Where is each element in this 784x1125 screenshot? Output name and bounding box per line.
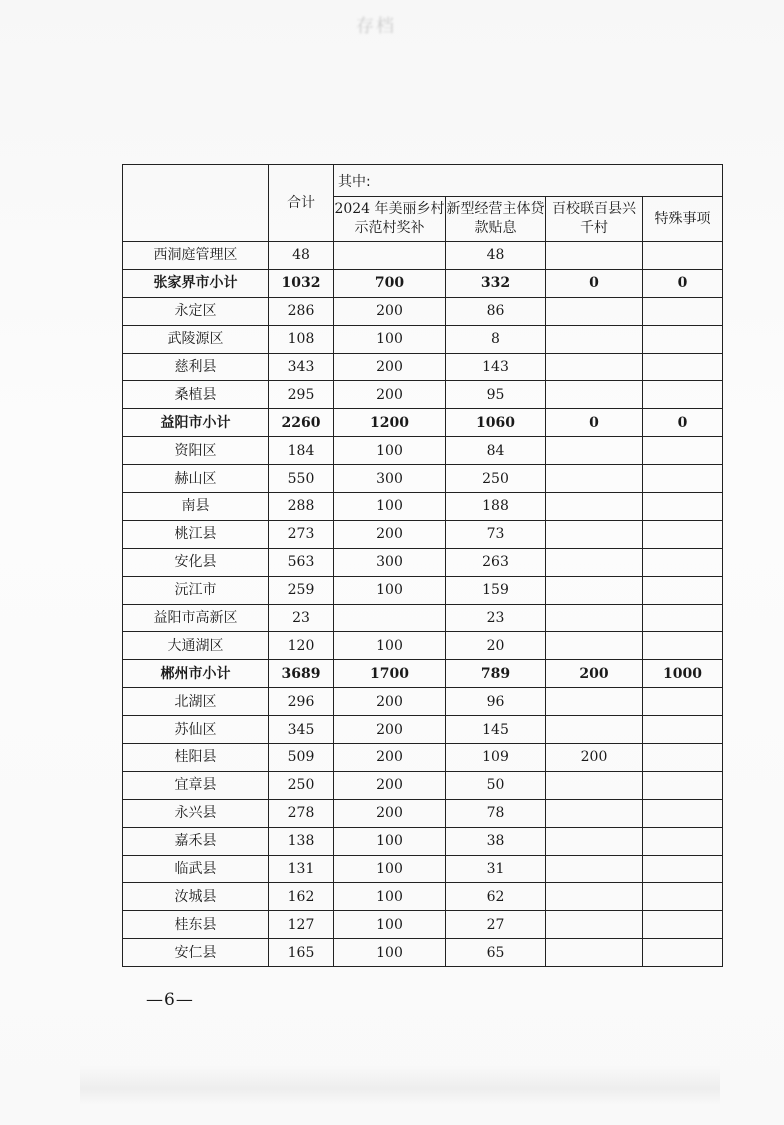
special-items-cell [643, 688, 723, 716]
table-row [123, 576, 723, 604]
total-cell: 108 [269, 325, 334, 353]
region-name-cell: 临武县 [123, 855, 269, 883]
special-items-cell [643, 604, 723, 632]
table-row [123, 465, 723, 493]
region-name-cell: 资阳区 [123, 437, 269, 465]
total-cell: 563 [269, 548, 334, 576]
loan-subsidy-cell: 78 [446, 799, 546, 827]
special-items-cell [643, 827, 723, 855]
total-cell: 1032 [269, 269, 334, 297]
total-cell: 288 [269, 493, 334, 521]
school-county-cell [546, 576, 643, 604]
special-items-cell [643, 493, 723, 521]
header-special-items: 特殊事项 [643, 197, 723, 242]
table-row [123, 883, 723, 911]
region-name-cell: 宜章县 [123, 771, 269, 799]
total-cell: 550 [269, 465, 334, 493]
table-row [123, 548, 723, 576]
school-county-cell [546, 632, 643, 660]
region-name-cell: 桃江县 [123, 520, 269, 548]
region-name-cell: 苏仙区 [123, 716, 269, 744]
total-cell: 296 [269, 688, 334, 716]
village-award-cell: 100 [334, 827, 446, 855]
special-items-cell [643, 548, 723, 576]
region-name-cell: 大通湖区 [123, 632, 269, 660]
table-row [123, 493, 723, 521]
region-name-cell: 西洞庭管理区 [123, 242, 269, 270]
region-name-cell: 武陵源区 [123, 325, 269, 353]
village-award-cell [334, 604, 446, 632]
special-items-cell [643, 744, 723, 772]
loan-subsidy-cell: 31 [446, 855, 546, 883]
loan-subsidy-cell: 263 [446, 548, 546, 576]
special-items-cell [643, 771, 723, 799]
village-award-cell: 100 [334, 632, 446, 660]
loan-subsidy-cell: 109 [446, 744, 546, 772]
loan-subsidy-cell: 73 [446, 520, 546, 548]
region-name-cell: 慈利县 [123, 353, 269, 381]
loan-subsidy-cell: 48 [446, 242, 546, 270]
special-items-cell [643, 911, 723, 939]
table-row [123, 297, 723, 325]
special-items-cell [643, 465, 723, 493]
total-cell: 127 [269, 911, 334, 939]
village-award-cell: 200 [334, 771, 446, 799]
school-county-cell [546, 353, 643, 381]
subtotal-row [123, 409, 723, 437]
village-award-cell: 300 [334, 465, 446, 493]
header-loan-subsidy: 新型经营主体贷款贴息 [446, 197, 546, 242]
region-name-cell: 益阳市小计 [123, 409, 269, 437]
region-name-cell: 南县 [123, 493, 269, 521]
subtotal-row [123, 269, 723, 297]
header-school-county: 百校联百县兴千村 [546, 197, 643, 242]
special-items-cell [643, 799, 723, 827]
scan-smudge [80, 1065, 720, 1105]
special-items-cell [643, 381, 723, 409]
total-cell: 295 [269, 381, 334, 409]
school-county-cell: 200 [546, 660, 643, 688]
loan-subsidy-cell: 1060 [446, 409, 546, 437]
total-cell: 343 [269, 353, 334, 381]
loan-subsidy-cell: 188 [446, 493, 546, 521]
table-row [123, 520, 723, 548]
region-name-cell: 郴州市小计 [123, 660, 269, 688]
table-row [123, 325, 723, 353]
table-row [123, 632, 723, 660]
loan-subsidy-cell: 95 [446, 381, 546, 409]
loan-subsidy-cell: 84 [446, 437, 546, 465]
village-award-cell: 200 [334, 799, 446, 827]
total-cell: 23 [269, 604, 334, 632]
school-county-cell [546, 939, 643, 967]
total-cell: 3689 [269, 660, 334, 688]
header-region-blank [123, 165, 269, 242]
village-award-cell: 100 [334, 437, 446, 465]
village-award-cell: 1200 [334, 409, 446, 437]
special-items-cell [643, 883, 723, 911]
village-award-cell: 700 [334, 269, 446, 297]
special-items-cell [643, 632, 723, 660]
special-items-cell [643, 242, 723, 270]
village-award-cell: 100 [334, 576, 446, 604]
special-items-cell: 0 [643, 269, 723, 297]
special-items-cell [643, 939, 723, 967]
table-row [123, 911, 723, 939]
village-award-cell: 100 [334, 883, 446, 911]
region-name-cell: 赫山区 [123, 465, 269, 493]
total-cell: 162 [269, 883, 334, 911]
region-name-cell: 桑植县 [123, 381, 269, 409]
header-total: 合计 [269, 165, 334, 242]
loan-subsidy-cell: 20 [446, 632, 546, 660]
total-cell: 131 [269, 855, 334, 883]
total-cell: 184 [269, 437, 334, 465]
total-cell: 2260 [269, 409, 334, 437]
school-county-cell [546, 297, 643, 325]
total-cell: 120 [269, 632, 334, 660]
region-name-cell: 汝城县 [123, 883, 269, 911]
loan-subsidy-cell: 332 [446, 269, 546, 297]
school-county-cell [546, 381, 643, 409]
loan-subsidy-cell: 8 [446, 325, 546, 353]
table-body [123, 242, 723, 967]
special-items-cell [643, 325, 723, 353]
loan-subsidy-cell: 23 [446, 604, 546, 632]
village-award-cell: 1700 [334, 660, 446, 688]
table-row [123, 771, 723, 799]
total-cell: 165 [269, 939, 334, 967]
village-award-cell: 100 [334, 855, 446, 883]
village-award-cell: 200 [334, 716, 446, 744]
village-award-cell: 200 [334, 744, 446, 772]
table-row [123, 437, 723, 465]
total-cell: 273 [269, 520, 334, 548]
loan-subsidy-cell: 62 [446, 883, 546, 911]
loan-subsidy-cell: 50 [446, 771, 546, 799]
school-county-cell [546, 799, 643, 827]
special-items-cell [643, 716, 723, 744]
page-number: —6— [146, 990, 194, 1010]
loan-subsidy-cell: 159 [446, 576, 546, 604]
special-items-cell [643, 520, 723, 548]
school-county-cell [546, 855, 643, 883]
total-cell: 138 [269, 827, 334, 855]
school-county-cell [546, 827, 643, 855]
region-name-cell: 永定区 [123, 297, 269, 325]
region-name-cell: 嘉禾县 [123, 827, 269, 855]
loan-subsidy-cell: 96 [446, 688, 546, 716]
special-items-cell [643, 297, 723, 325]
total-cell: 345 [269, 716, 334, 744]
special-items-cell [643, 353, 723, 381]
region-name-cell: 桂阳县 [123, 744, 269, 772]
school-county-cell: 200 [546, 744, 643, 772]
school-county-cell [546, 688, 643, 716]
school-county-cell [546, 771, 643, 799]
school-county-cell [546, 493, 643, 521]
total-cell: 286 [269, 297, 334, 325]
school-county-cell [546, 520, 643, 548]
special-items-cell: 1000 [643, 660, 723, 688]
header-qizhong: 其中: [334, 165, 723, 197]
loan-subsidy-cell: 789 [446, 660, 546, 688]
village-award-cell: 200 [334, 381, 446, 409]
school-county-cell [546, 883, 643, 911]
school-county-cell [546, 548, 643, 576]
total-cell: 250 [269, 771, 334, 799]
school-county-cell [546, 325, 643, 353]
total-cell: 509 [269, 744, 334, 772]
loan-subsidy-cell: 86 [446, 297, 546, 325]
school-county-cell: 0 [546, 269, 643, 297]
subtotal-row [123, 660, 723, 688]
table-row [123, 604, 723, 632]
village-award-cell: 100 [334, 911, 446, 939]
school-county-cell [546, 911, 643, 939]
school-county-cell [546, 604, 643, 632]
school-county-cell [546, 437, 643, 465]
header-village-award: 2024 年美丽乡村示范村奖补 [334, 197, 446, 242]
village-award-cell: 200 [334, 353, 446, 381]
region-name-cell: 永兴县 [123, 799, 269, 827]
loan-subsidy-cell: 250 [446, 465, 546, 493]
loan-subsidy-cell: 65 [446, 939, 546, 967]
special-items-cell: 0 [643, 409, 723, 437]
allocation-table-container [122, 164, 723, 967]
allocation-table [122, 164, 723, 967]
village-award-cell [334, 242, 446, 270]
special-items-cell [643, 855, 723, 883]
village-award-cell: 100 [334, 325, 446, 353]
table-row [123, 716, 723, 744]
school-county-cell [546, 242, 643, 270]
school-county-cell: 0 [546, 409, 643, 437]
total-cell: 259 [269, 576, 334, 604]
region-name-cell: 沅江市 [123, 576, 269, 604]
region-name-cell: 安仁县 [123, 939, 269, 967]
loan-subsidy-cell: 27 [446, 911, 546, 939]
table-row [123, 353, 723, 381]
table-row [123, 827, 723, 855]
village-award-cell: 100 [334, 939, 446, 967]
loan-subsidy-cell: 143 [446, 353, 546, 381]
region-name-cell: 益阳市高新区 [123, 604, 269, 632]
village-award-cell: 200 [334, 520, 446, 548]
school-county-cell [546, 465, 643, 493]
table-row [123, 939, 723, 967]
region-name-cell: 桂东县 [123, 911, 269, 939]
loan-subsidy-cell: 38 [446, 827, 546, 855]
faint-stamp-mark: 存档 [356, 16, 396, 37]
table-row [123, 688, 723, 716]
table-row [123, 242, 723, 270]
table-row [123, 855, 723, 883]
village-award-cell: 300 [334, 548, 446, 576]
loan-subsidy-cell: 145 [446, 716, 546, 744]
table-row [123, 381, 723, 409]
village-award-cell: 100 [334, 493, 446, 521]
table-row [123, 744, 723, 772]
total-cell: 48 [269, 242, 334, 270]
village-award-cell: 200 [334, 297, 446, 325]
region-name-cell: 北湖区 [123, 688, 269, 716]
region-name-cell: 安化县 [123, 548, 269, 576]
table-row [123, 799, 723, 827]
village-award-cell: 200 [334, 688, 446, 716]
special-items-cell [643, 437, 723, 465]
school-county-cell [546, 716, 643, 744]
special-items-cell [643, 576, 723, 604]
region-name-cell: 张家界市小计 [123, 269, 269, 297]
total-cell: 278 [269, 799, 334, 827]
